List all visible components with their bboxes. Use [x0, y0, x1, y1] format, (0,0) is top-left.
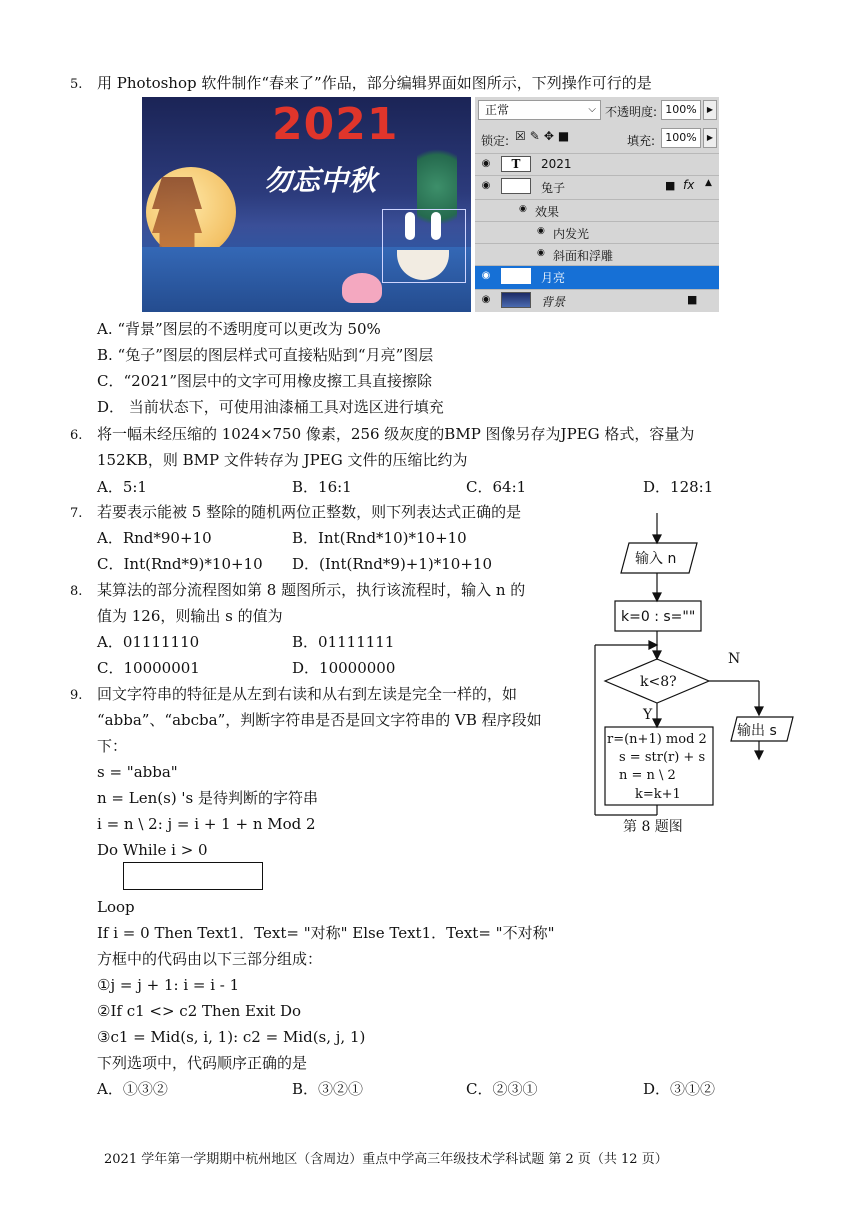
q6-option-a: A．5:1	[97, 478, 147, 496]
q7-option-b: B．Int(Rnd*10)*10+10	[292, 529, 467, 547]
collapse-arrow-icon[interactable]: ▲	[705, 178, 712, 188]
eye-icon[interactable]: ◉	[481, 270, 491, 281]
chevron-down-icon: ⌵	[588, 104, 596, 115]
opacity-input[interactable]: 100%	[661, 100, 701, 120]
q6-option-c: C．64:1	[466, 478, 527, 496]
eye-icon[interactable]: ◉	[519, 204, 527, 214]
blend-mode-select[interactable]: 正常 ⌵	[478, 100, 601, 120]
q9-code-line: s = "abba"	[97, 763, 178, 781]
poster-title: 勿忘中秋	[264, 164, 377, 197]
arrowhead	[755, 751, 763, 759]
q9-option-d: D．③①②	[643, 1080, 716, 1098]
fx-icon[interactable]: fx	[683, 178, 695, 192]
q9-text-line: 下列选项中，代码顺序正确的是	[97, 1054, 308, 1072]
layer-thumbnail	[501, 292, 531, 308]
q6-option-b: B．16:1	[292, 478, 352, 496]
q9-text-line: 方框中的代码由以下三部分组成：	[97, 950, 323, 968]
effect-name: 内发光	[553, 227, 590, 241]
fill-input[interactable]: 100%	[661, 128, 701, 148]
arrowhead	[755, 707, 763, 715]
arrowhead	[653, 593, 661, 601]
q5-option-c: C．“2021”图层中的文字可用橡皮擦工具直接擦除	[97, 372, 432, 390]
bowl-graphic	[397, 250, 449, 280]
flow-cond-label: k<8?	[640, 674, 677, 690]
opacity-arrow-button[interactable]: ▶	[703, 100, 717, 120]
q8-option-b: B．01111111	[292, 633, 395, 651]
lotus-graphic	[342, 273, 382, 303]
effect-name: 斜面和浮雕	[553, 249, 614, 263]
q9-code-line: i = n \ 2: j = i + 1 + n Mod 2	[97, 815, 316, 833]
poster-year: 2021	[272, 99, 399, 150]
q7-option-a: A．Rnd*90+10	[97, 529, 212, 547]
lock-icon: ■	[687, 293, 698, 306]
q9-code-line: Do While i > 0	[97, 841, 208, 859]
q9-part-2: ②If c1 <> c2 Then Exit Do	[97, 1002, 302, 1020]
flow-body-line: n = n \ 2	[619, 768, 676, 783]
opacity-label: 不透明度:	[605, 105, 658, 119]
arrowhead	[653, 651, 661, 659]
q5-option-d: D． 当前状态下，可使用油漆桶工具对选区进行填充	[97, 398, 444, 416]
layer-name: 背景	[541, 295, 566, 309]
q9-code-line: n = Len(s) 's 是待判断的字符串	[97, 789, 319, 807]
layer-name: 2021	[541, 157, 572, 171]
lock-move-icon[interactable]: ✥	[543, 129, 558, 143]
layer-row-moon[interactable]	[475, 265, 719, 289]
q6-number: 6.	[70, 428, 83, 443]
q6-option-d: D．128:1	[643, 478, 714, 496]
q8-option-c: C．10000001	[97, 659, 200, 677]
eye-icon[interactable]: ◉	[481, 158, 491, 169]
q9-stem-1: 回文字符串的特征是从左到右读和从右到左读是完全一样的，如	[97, 685, 518, 703]
pagoda-graphic	[152, 177, 202, 257]
flow-no-label: N	[728, 651, 741, 667]
eye-icon[interactable]: ◉	[481, 294, 491, 305]
rabbit-selection	[382, 209, 466, 283]
q9-option-a: A．①③②	[97, 1080, 168, 1098]
layer-effects-group[interactable]	[475, 199, 719, 221]
eye-icon[interactable]: ◉	[537, 248, 545, 258]
layer-thumbnail	[501, 268, 531, 284]
q5-number: 5.	[70, 77, 83, 92]
lock-transparent-icon[interactable]: ☒	[515, 129, 530, 143]
q9-number: 9.	[70, 688, 83, 703]
q9-part-3: ③c1 = Mid(s, i, 1): c2 = Mid(s, j, 1)	[97, 1028, 366, 1046]
q7-option-d: D．(Int(Rnd*9)+1)*10+10	[292, 555, 493, 573]
effects-label: 效果	[535, 205, 560, 219]
q6-stem-2: 152KB，则 BMP 文件转存为 JPEG 文件的压缩比约为	[97, 451, 468, 469]
q9-stem-3: 下：	[97, 737, 128, 755]
q8-stem-1: 某算法的部分流程图如第 8 题图所示，执行该流程时，输入 n 的	[97, 581, 526, 599]
q5-option-b: B. “兔子”图层的图层样式可直接粘贴到“月亮”图层	[97, 346, 434, 364]
fill-label: 填充:	[627, 134, 656, 148]
flow-body-line: k=k+1	[635, 787, 681, 802]
layers-panel	[475, 97, 719, 312]
layer-effect-inner-glow[interactable]	[475, 221, 719, 243]
q8-option-a: A．01111110	[97, 633, 200, 651]
text-layer-icon: T	[501, 156, 531, 172]
layer-row-rabbit[interactable]	[475, 175, 719, 199]
q7-number: 7.	[70, 506, 83, 521]
layer-row-2021[interactable]	[475, 153, 719, 175]
layer-thumbnail	[501, 178, 531, 194]
flow-body-line: r=(n+1) mod 2	[607, 732, 707, 747]
q7-stem: 若要表示能被 5 整除的随机两位正整数，则下列表达式正确的是	[97, 503, 522, 521]
layer-name: 月亮	[541, 271, 566, 285]
flow-caption: 第 8 题图	[623, 819, 683, 835]
lock-icon: ■	[665, 179, 676, 192]
flow-init-label: k=0 : s=""	[621, 609, 696, 625]
eye-icon[interactable]: ◉	[537, 226, 545, 236]
q9-stem-2: “abba”、“abcba”，判断字符串是否是回文字符串的 VB 程序段如	[97, 711, 542, 729]
q9-option-c: C．②③①	[466, 1080, 538, 1098]
flow-body-line: s = str(r) + s	[619, 750, 706, 765]
flow-output-label: 输出 s	[737, 723, 777, 739]
lock-label: 锁定:	[481, 134, 510, 148]
flow-input-label: 输入 n	[635, 551, 677, 567]
q7-option-c: C．Int(Rnd*9)*10+10	[97, 555, 263, 573]
fill-arrow-button[interactable]: ▶	[703, 128, 717, 148]
q9-part-1: ①j = j + 1: i = i - 1	[97, 976, 240, 994]
q5-stem: 用 Photoshop 软件制作“春来了”作品，部分编辑界面如图所示，下列操作可行的是	[97, 74, 652, 92]
layer-name: 兔子	[541, 181, 566, 195]
arrowhead	[653, 535, 661, 543]
q8-option-d: D．10000000	[292, 659, 396, 677]
flowchart	[585, 505, 800, 840]
lock-brush-icon[interactable]: ✎	[529, 129, 544, 143]
page-footer: 2021 学年第一学期期中杭州地区（含周边）重点中学高三年级技术学科试题 第 2 页（共 12 页）	[104, 1152, 668, 1167]
q8-stem-2: 值为 126，则输出 s 的值为	[97, 607, 283, 625]
poster-image	[142, 97, 471, 312]
lock-icons	[515, 129, 573, 143]
rabbit-ear	[431, 212, 441, 240]
layer-row-background[interactable]	[475, 289, 719, 312]
q5-option-a: A. “背景”图层的不透明度可以更改为 50%	[97, 320, 381, 338]
q9-code-line: Loop	[97, 898, 135, 916]
q9-code-line: If i = 0 Then Text1．Text= "对称" Else Text1．Text= "不对称"	[97, 924, 555, 942]
arrowhead	[653, 719, 661, 727]
q6-stem-1: 将一幅未经压缩的 1024×750 像素，256 级灰度的BMP 图像另存为JPEG 格式，容量为	[97, 425, 695, 443]
arrowhead	[649, 641, 657, 649]
layer-effect-bevel-emboss[interactable]	[475, 243, 719, 265]
q9-option-b: B．③②①	[292, 1080, 364, 1098]
flow-yes-label: Y	[643, 707, 653, 723]
lock-all-icon[interactable]: ■	[557, 129, 574, 143]
q8-number: 8.	[70, 584, 83, 599]
code-blank-box	[123, 862, 263, 890]
eye-icon[interactable]: ◉	[481, 180, 491, 191]
rabbit-ear	[405, 212, 415, 240]
